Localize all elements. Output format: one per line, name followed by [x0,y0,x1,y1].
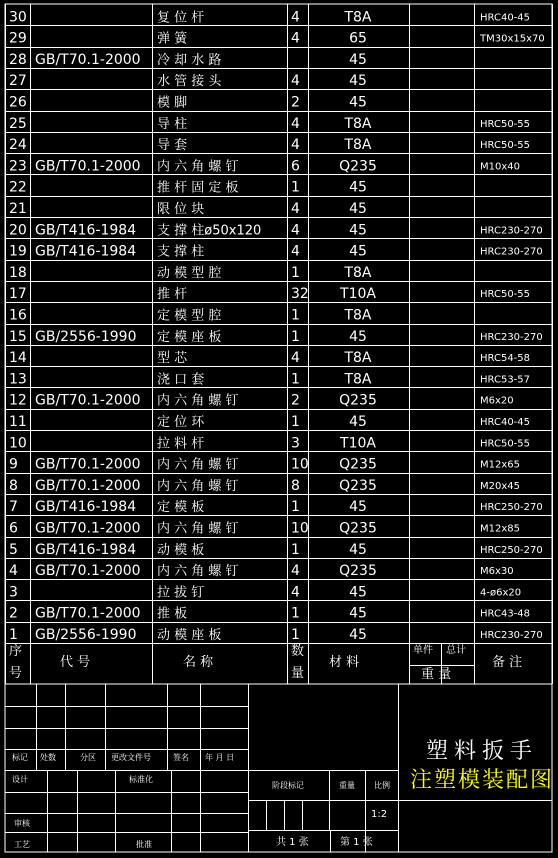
bom-row-material: T8A [344,371,372,388]
bom-row-no: 22 [9,179,27,196]
label-scale: 比例 [374,781,390,790]
bom-row-qty: 1 [291,328,300,345]
bom-row-code: GB/T70.1-2000 [35,158,141,175]
bom-row-material: 65 [349,30,367,47]
bom-row-material: 45 [349,584,367,601]
bom-row-qty: 1 [291,264,300,281]
bom-row-material: Q235 [339,456,377,473]
header-remark: 备 注 [492,655,523,670]
bom-row-code: GB/T70.1-2000 [35,456,141,473]
bom-row-no: 30 [9,9,27,26]
bom-row-material: 45 [349,605,367,622]
bom-row-qty: 1 [291,371,300,388]
bom-row-no: 19 [9,243,27,260]
bom-row-no: 27 [9,73,27,90]
bom-row-qty: 2 [291,94,300,111]
bom-row-code: GB/2556-1990 [35,328,137,345]
bom-row-no: 17 [9,286,27,303]
header-no-1: 序 [9,644,23,659]
bom-row-qty: 3 [291,435,300,452]
bom-row-material: 45 [349,627,367,643]
bom-row-qty: 1 [291,605,300,622]
label-doc-no: 更改文件号 [111,753,151,762]
bom-row-remark: HRC230-270 [480,225,543,237]
header-no-2: 号 [9,666,23,681]
bom-row-remark: HRC250-270 [480,502,543,514]
bom-row-qty: 4 [291,243,300,260]
bom-row-name: 水 管 接 头 [157,74,222,90]
bom-row-remark: HRC50-55 [480,438,531,450]
bom-row-no: 29 [9,30,27,47]
bom-row-no: 20 [9,222,27,239]
bom-row-code: GB/T416-1984 [35,499,137,516]
bom-row-code: GB/T70.1-2000 [35,563,141,580]
bom-row-material: 45 [349,179,367,196]
bom-row-code: GB/2556-1990 [35,627,137,643]
bom-row-no: 8 [9,477,18,494]
bom-row-remark: HRC54-58 [480,353,531,365]
bom-row-no: 14 [9,350,27,367]
bom-row-code: GB/T416-1984 [35,243,137,260]
bom-row-remark: HRC40-45 [480,12,531,24]
bom-row-code: GB/T70.1-2000 [35,605,141,622]
bom-row-qty: 10 [291,456,309,473]
bom-row-material: Q235 [339,563,377,580]
bom-row-material: T8A [344,350,372,367]
scale-value: 1:2 [371,809,388,820]
header-weight: 重 量 [421,667,452,682]
bom-row-qty: 2 [291,392,300,409]
bom-row-qty: 4 [291,30,300,47]
bom-row-no: 28 [9,51,27,68]
bom-row-qty: 8 [291,477,300,494]
bom-row-no: 23 [9,158,27,175]
bom-row-name: 浇 口 套 [157,372,205,388]
sheet-number: 第 1 张 [340,837,373,848]
bom-row-qty: 10 [291,520,309,537]
bom-row-material: 45 [349,201,367,217]
bom-row-material: 45 [349,51,367,68]
bom-row-qty: 4 [291,350,300,367]
bom-row-remark: M6x20 [480,395,514,407]
bom-row-code: GB/T70.1-2000 [35,392,141,409]
bom-row-remark: M6x30 [480,566,514,578]
bom-row-qty: 1 [291,541,300,558]
bom-row-material: Q235 [339,477,377,494]
bom-row-name: 导 柱 [157,116,188,132]
bom-row-no: 10 [9,435,27,452]
bom-row-qty: 1 [291,307,300,324]
bom-row-material: T10A [340,286,376,303]
bom-row-name: 定 模 座 板 [157,329,222,345]
bom-row-qty: 1 [291,499,300,516]
bom-row-material: 45 [349,73,367,90]
label-sign: 签名 [173,753,189,762]
bom-row-no: 3 [9,584,18,601]
bom-row-remark: HRC250-270 [480,544,543,556]
bom-row-name: 推 杆 [157,287,188,303]
bom-row-name: 内 六 角 螺 钉 [157,521,239,537]
bom-row-material: 45 [349,328,367,345]
bom-row-material: Q235 [339,392,377,409]
label-process: 工艺 [14,840,30,849]
bom-row-name: 定 模 型 腔 [157,308,222,324]
bom-row-code: GB/T416-1984 [35,222,137,239]
bom-row-qty: 4 [291,563,300,580]
header-code: 代 号 [60,655,91,670]
label-design: 设计 [12,775,28,784]
bom-row-code: GB/T70.1-2000 [35,520,141,537]
bom-row-remark: HRC50-55 [480,289,531,301]
bom-row-name: 复 位 杆 [157,10,205,26]
bom-row-remark: HRC230-270 [480,630,543,641]
bom-row-name: 限 位 块 [157,202,205,217]
bom-row-material: 45 [349,243,367,260]
bom-row-name: 定 模 板 [157,500,205,516]
bom-row-name: 内 六 角 螺 钉 [157,393,239,409]
bom-row-name: 导 套 [157,138,188,154]
bom-row-material: T8A [344,264,372,281]
bom-row-remark: HRC40-45 [480,417,531,428]
bom-row-name: 推 板 [157,606,188,622]
bom-row-qty: 4 [291,222,300,239]
bom-row-qty: 1 [291,414,300,430]
bom-row-code: GB/T70.1-2000 [35,477,141,494]
sheet-total: 共 1 张 [276,837,309,848]
drawing-title-part: 塑料扳手 [426,739,539,764]
bom-row-name: 内 六 角 螺 钉 [157,478,239,494]
bom-row-material: T8A [344,115,372,132]
bom-row-qty: 6 [291,158,300,175]
bom-row-material: 45 [349,94,367,111]
bom-row-name: 冷 却 水 路 [157,52,222,68]
bom-row-material: Q235 [339,520,377,537]
bom-row-qty: 4 [291,137,300,154]
bom-row-material: T8A [344,9,372,26]
bom-row-qty: 4 [291,9,300,26]
label-zone: 分区 [80,753,96,762]
bom-row-no: 24 [9,137,27,154]
bom-row-qty: 4 [291,115,300,132]
bom-row-name: 内 六 角 螺 钉 [157,457,239,473]
bom-row-no: 25 [9,115,27,132]
bom-row-qty: 1 [291,627,300,643]
bom-row-qty: 4 [291,201,300,217]
bom-row-name: 型 芯 [157,351,188,367]
bom-row-remark: HRC230-270 [480,331,543,343]
bom-row-no: 15 [9,328,27,345]
bom-row-name: 内 六 角 螺 钉 [157,159,239,175]
bom-row-no: 16 [9,307,27,324]
label-stage: 阶段标记 [272,781,304,790]
label-approve: 批准 [136,840,152,849]
label-standard: 标准化 [129,775,153,784]
label-date: 年 月 日 [205,753,235,762]
bom-row-no: 13 [9,371,27,388]
bom-row-remark: HRC53-57 [480,374,531,386]
bom-row-material: T8A [344,137,372,154]
bom-row-remark: HRC50-55 [480,140,531,152]
bom-row-remark: M10x40 [480,161,520,173]
bom-row-no: 26 [9,94,27,111]
bom-row-no: 18 [9,264,27,281]
bom-row-code: GB/T416-1984 [35,541,137,558]
bom-row-no: 12 [9,392,27,409]
bom-row-remark: M12x65 [480,459,520,471]
bom-row-remark: HRC50-55 [480,118,531,130]
label-weight: 重量 [339,781,355,790]
bom-row-remark: M12x85 [480,523,520,535]
bom-row-remark: 4-ø6x20 [480,587,522,599]
bom-row-name: 动 模 座 板 [157,628,222,643]
bom-row-name: 内 六 角 螺 钉 [157,564,239,580]
bom-row-name: 弹 簧 [157,31,188,47]
bom-row-remark: TM30x15x70 [480,33,545,45]
bom-row-name: 定 位 环 [157,415,205,430]
bom-row-material: 45 [349,499,367,516]
header-qty-1: 数 [291,644,305,659]
drawing-title-assembly: 注塑模装配图 [410,768,555,793]
bom-row-qty: 4 [291,73,300,90]
bom-row-material: 45 [349,414,367,430]
bom-row-material: 45 [349,541,367,558]
label-mark: 标记 [12,753,28,762]
bom-row-no: 2 [9,605,18,622]
bom-row-no: 1 [9,627,18,643]
bom-row-name: 模 脚 [157,95,188,111]
bom-row-qty: 4 [291,584,300,601]
bom-row-no: 4 [9,563,18,580]
bom-row-material: T8A [344,307,372,324]
bom-row-qty: 1 [291,179,300,196]
header-total: 总计 [446,645,466,656]
bom-row-no: 7 [9,499,18,516]
bom-row-name: 拉 拔 钉 [157,585,205,601]
bom-row-no: 21 [9,201,27,217]
bom-row-material: 45 [349,222,367,239]
bom-row-no: 9 [9,456,18,473]
bom-row-remark: HRC43-48 [480,608,531,620]
bom-row-name: 拉 料 杆 [157,436,205,452]
label-count: 处数 [40,753,56,762]
header-qty-2: 量 [291,666,305,681]
bom-row-remark: M20x45 [480,480,520,492]
bom-row-name: 推 杆 固 定 板 [157,180,239,196]
bom-row-no: 11 [9,414,27,430]
bom-row-material: T10A [340,435,376,452]
bom-row-name: 动 模 型 腔 [157,265,222,281]
bom-row-material: Q235 [339,158,377,175]
header-name: 名 称 [183,655,214,670]
header-unit: 单件 [413,645,433,656]
bom-row-no: 5 [9,541,18,558]
bom-row-remark: HRC230-270 [480,246,543,258]
bom-row-qty: 32 [291,286,309,303]
header-material: 材 料 [329,655,360,670]
label-review: 审核 [14,819,30,828]
bom-row-name: 动 模 板 [157,542,205,558]
bom-row-name: 支 撑 柱ø50x120 [157,223,262,239]
bom-row-no: 6 [9,520,18,537]
bom-row-code: GB/T70.1-2000 [35,51,141,68]
bom-row-name: 支 撑 柱 [157,244,205,260]
